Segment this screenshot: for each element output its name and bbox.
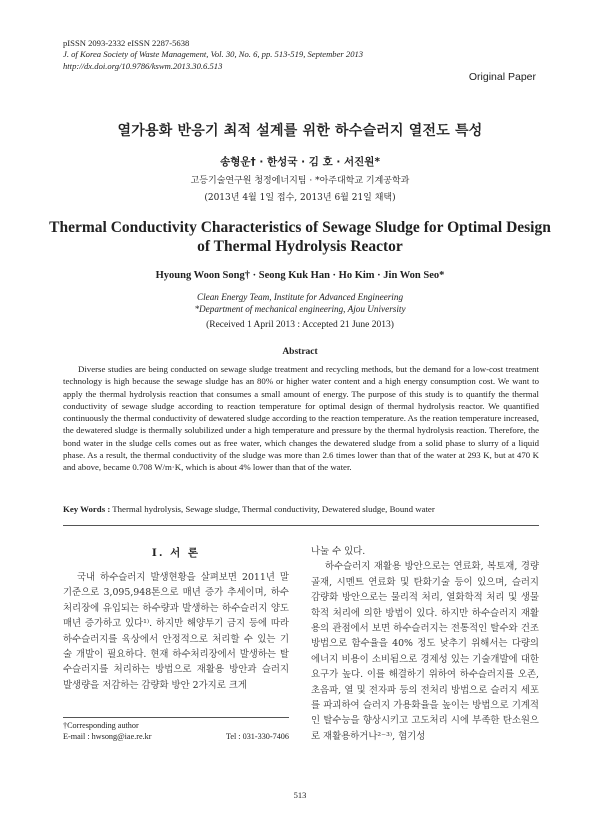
doi-link[interactable]: http://dx.doi.org/10.9786/kswm.2013.30.6.513 [63,60,223,71]
english-title-line-2: of Thermal Hydrolysis Reactor [197,238,403,255]
affiliation-line-1: Clean Energy Team, Institute for Advanced Engineering [196,292,404,302]
author-email: E-mail : hwsong@iae.re.kr [63,731,152,741]
keywords-label: Key Words : [63,504,111,514]
english-title-line-1: Thermal Conductivity Characteristics of Sewage Sludge for Optimal Design [49,219,551,236]
author-phone: Tel : 031-330-7406 [225,731,289,741]
korean-authors: 송형운† · 한성국 · 김 호 · 서진원* [220,156,380,168]
keywords-text: Thermal hydrolysis, Sewage sludge, Thermal conductivity, Dewatered sludge, Bound water [110,504,435,514]
korean-title: 열가용화 반응기 최적 설계를 위한 하수슬러지 열전도 특성 [117,123,483,139]
section-heading: I. 서 론 [151,547,201,559]
affiliation-line-2: *Department of mechanical engineering, Ajou University [194,304,406,315]
left-column-text: 국내 하수슬러지 발생현황을 살펴보면 2011년 말 기준으로 3,095,948톤으로 매년 증가 추세이며, 하수처리장에 유입되는 하수량과 발생하는 하수슬러지 양도 매년 증가하고 있다¹⁾. 하지만 해양투기 금지 등에 따라 하수슬러지를 육상에서 안정적으로 처리할 수 있는 기술 개발이 필요하다. 현재 하수처리장에서 발생하는 탈수슬러지를 처리하는 방법으로 재활용 방안과 슬러지 발생량을 저감하는 감량화 방안 2가지로 크게 [63,572,289,691]
right-column-paragraph-1: 나눌 수 있다. [311,546,366,557]
english-affiliation [0,291,600,316]
keywords [63,504,539,514]
korean-affiliation: 고등기술연구원 청정에너지팀 · *아주대학교 기계공학과 [190,176,410,186]
right-column [311,544,539,744]
divider [63,525,539,526]
page-number: 513 [293,790,307,800]
corresponding-author-label: †Corresponding author [63,721,139,730]
footnote [63,721,289,742]
english-authors: Hyoung Woon Song† · Seong Kuk Han · Ho Kim · Jin Won Seo* [155,270,445,281]
journal-header [63,38,363,72]
english-received-date: (Received 1 April 2013 : Accepted 21 June 2013) [206,320,394,330]
english-title [0,218,600,256]
journal-citation: J. of Korea Society of Waste Management, Vol. 30, No. 6, pp. 513-519, September 2013 [63,49,364,60]
article-type-badge: Original Paper [468,71,536,83]
abstract-text: Diverse studies are being conducted on sewage sludge treatment and recycling methods, but the demand for a low-cost treatment technology is high because the sewage sludge has an 80% or higher water content and a high energy consumption cost. We want to apply the thermal hydrolysis reaction that consumes a small amount of energy. The purpose of this study is to quantify the thermal conductivity of sewage sludge according to reaction temperature for optimal design of thermal hydrolysis reactor. We quantified continuously the thermal conductivity of dewatered sludge according to the reaction temperature. As the reation temperature increased, the dewatered sludge is thermally solubilized under a high temperature and pressure by the thermal hydrolysis reaction. Therefore, the bond water in the sludge cells comes out as free water, which changes the dewatered sludge from a solid phase to slurry of a liquid phase. As a result, the thermal conductivity of the sludge was more than 2.6 times lower than that of the water at 293 K, but at 470 K and above, became 0.708 W/m·K, which is about 4% lower than that of the water. [63,364,539,473]
right-column-paragraph-2: 하수슬러지 재활용 방안으로는 연료화, 복토재, 경량골재, 시멘트 연료화 및 탄화기술 등이 있으며, 슬러지 감량화 방안으로는 물리적 처리, 열화학적 처리 및 생물학적 처리에 의한 방법이 있다. 하지만 하수슬러지 재활용의 관점에서 보면 하수슬러지는 전통적인 탈수와 건조방법으로 함수율을 40% 정도 낮추기 위해서는 다량의 에너지 비용이 소비됨으로 경제성 있는 기술개발에 대한 요구가 높다. 이를 해결하기 위하여 하수슬러지를 오존, 초음파, 열 및 전자파 등의 전처리 방법으로 슬러지 세포를 파괴하여 슬러지 가용화율을 높이는 방법으로 기계적인 탈수능을 향상시키고 고도처리 시에 부족한 탄소원으로 재활용하거나²⁻³⁾, 혐기성 [311,561,539,742]
abstract-heading: Abstract [282,347,318,357]
issn-line: pISSN 2093-2332 eISSN 2287-5638 [63,38,190,48]
footnote-divider [63,717,289,718]
korean-received-date: (2013년 4월 1일 접수, 2013년 6월 21일 채택) [204,193,396,203]
